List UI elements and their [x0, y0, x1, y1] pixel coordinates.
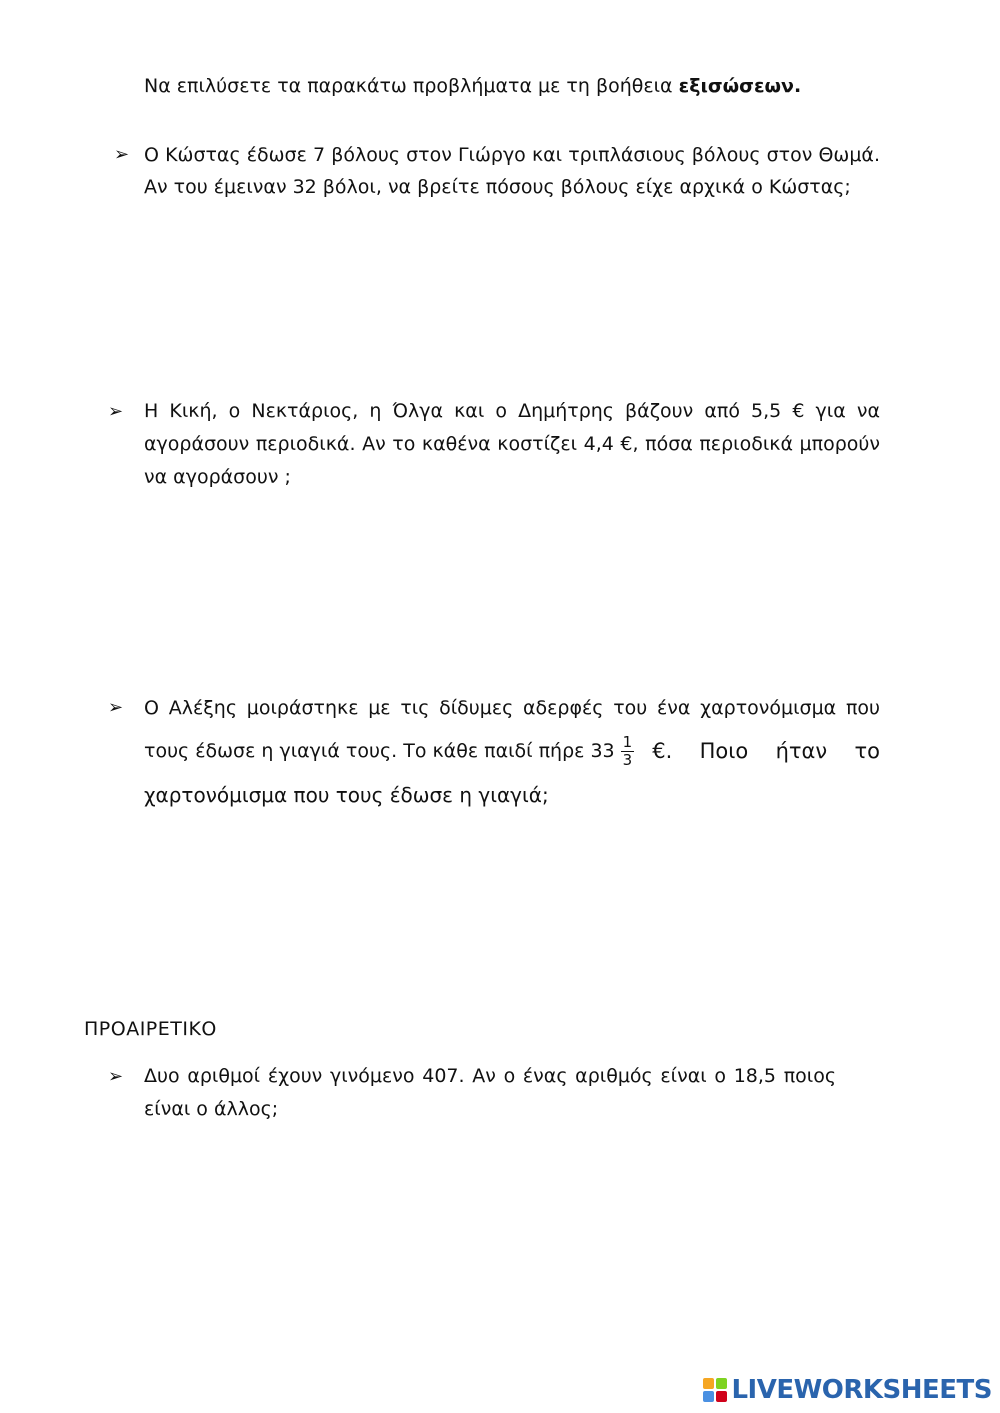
- problem-1-line-2: Αν του έμειναν 32 βόλοι, να βρείτε πόσους βόλους είχε αρχικά ο Κώστας;: [144, 176, 851, 198]
- problem-2-line-2: αγοράσουν περιοδικά. Αν το καθένα κοστίζει 4,4 €, πόσα περιοδικά μπορούν: [144, 433, 880, 455]
- fraction-numerator: 1: [622, 732, 633, 751]
- logo-grid-icon: [702, 1377, 728, 1403]
- liveworksheets-logo: [702, 1375, 992, 1405]
- optional-problem: [144, 1060, 836, 1126]
- fraction: [621, 734, 635, 769]
- problem-3-line-1: Ο Αλέξης μοιράστηκε με τις δίδυμες αδερφές του ένα χαρτονόμισμα που: [144, 697, 880, 719]
- fraction-denominator: 3: [622, 750, 633, 769]
- bullet-arrow-icon: ➢: [114, 144, 130, 165]
- optional-heading: ΠΡΟΑΙΡΕΤΙΚΟ: [84, 1018, 217, 1040]
- bullet-arrow-icon: ➢: [108, 697, 124, 718]
- problem-3-line-2-start: τους έδωσε η γιαγιά τους. Το κάθε παιδί πήρε 33: [144, 740, 615, 762]
- problem-2-line-3: να αγοράσουν ;: [144, 466, 291, 488]
- problem-3: [144, 692, 880, 812]
- optional-problem-line-2: είναι ο άλλος;: [144, 1098, 279, 1120]
- problem-2: [144, 395, 880, 494]
- problem-2-line-1: Η Κική, ο Νεκτάριος, η Όλγα και ο Δημήτρης βάζουν από 5,5 € για να: [144, 400, 880, 422]
- instruction-text: [144, 72, 801, 100]
- instruction-emphasis: εξισώσεων.: [678, 75, 802, 97]
- instruction-text-main: Να επιλύσετε τα παρακάτω προβλήματα με τη βοήθεια: [144, 75, 679, 97]
- logo-square-icon: [716, 1391, 727, 1402]
- logo-square-icon: [703, 1378, 714, 1389]
- bullet-arrow-icon: ➢: [108, 1066, 124, 1087]
- problem-3-line-3: χαρτονόμισμα που τους έδωσε η γιαγιά;: [144, 783, 549, 807]
- problem-3-line-2-end: €. Ποιο ήταν το: [652, 739, 880, 763]
- problem-1: [144, 139, 880, 203]
- logo-square-icon: [703, 1391, 714, 1402]
- problem-3-line-2: [144, 724, 880, 778]
- logo-text: LIVEWORKSHEETS: [731, 1375, 992, 1405]
- optional-problem-line-1: Δυο αριθμοί έχουν γινόμενο 407. Αν ο ένας αριθμός είναι ο 18,5 ποιος: [144, 1065, 836, 1087]
- problem-1-line-1: Ο Κώστας έδωσε 7 βόλους στον Γιώργο και τριπλάσιους βόλους στον Θωμά.: [144, 144, 880, 166]
- logo-square-icon: [716, 1378, 727, 1389]
- bullet-arrow-icon: ➢: [108, 401, 124, 422]
